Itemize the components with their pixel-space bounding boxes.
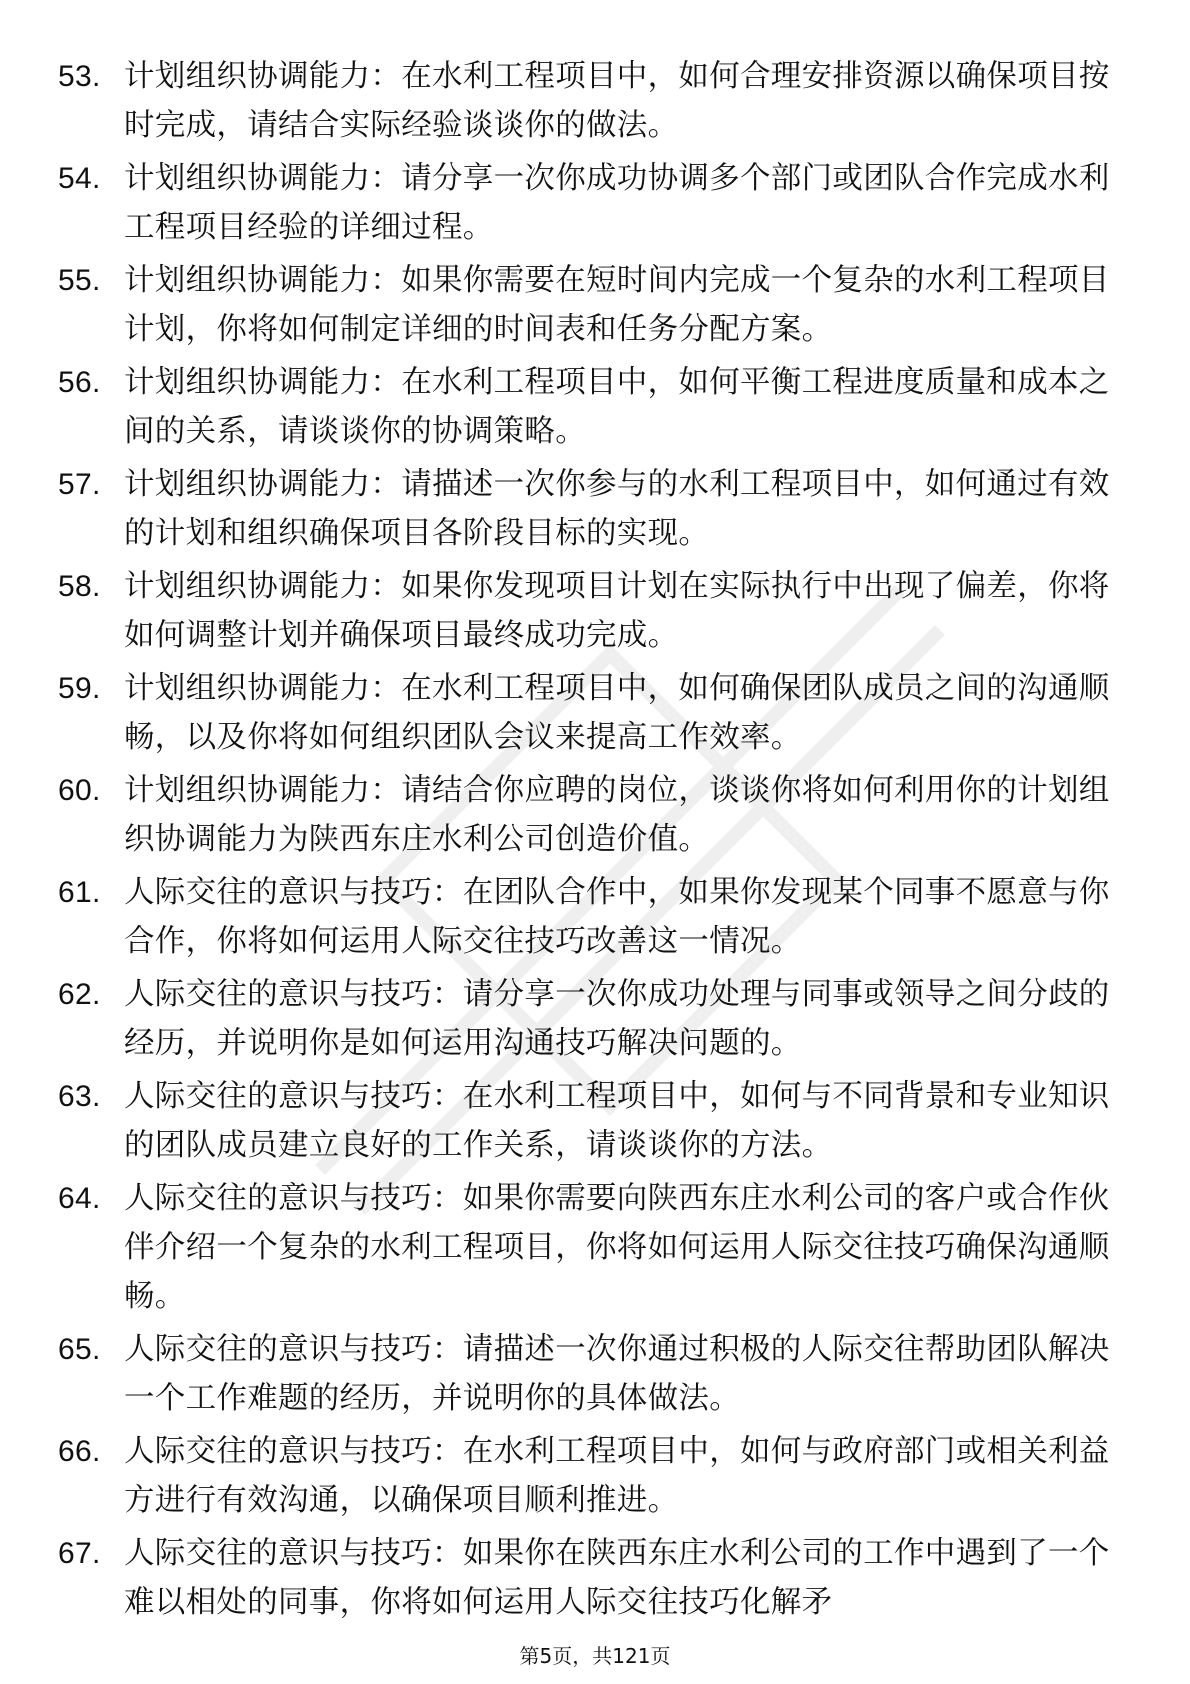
- question-item: [58, 562, 1118, 660]
- question-number: 66.: [58, 1435, 101, 1468]
- question-text: 人际交往的意识与技巧：如果你需要向陕西东庄水利公司的客户或合作伙伴介绍一个复杂的水利工程项目，你将如何运用人际交往技巧确保沟通顺畅。: [124, 1181, 1110, 1314]
- question-text: 计划组织协调能力：请描述一次你参与的水利工程项目中，如何通过有效的计划和组织确保项目各阶段目标的实现。: [124, 467, 1110, 551]
- question-text: 人际交往的意识与技巧：请分享一次你成功处理与同事或领导之间分歧的经历，并说明你是如何运用沟通技巧解决问题的。: [124, 977, 1110, 1061]
- question-list: [58, 52, 1118, 1631]
- question-text: 计划组织协调能力：在水利工程项目中，如何确保团队成员之间的沟通顺畅，以及你将如何组织团队会议来提高工作效率。: [124, 671, 1110, 755]
- question-text: 计划组织协调能力：在水利工程项目中，如何平衡工程进度质量和成本之间的关系，请谈谈你的协调策略。: [124, 365, 1110, 449]
- question-item: [58, 256, 1118, 354]
- question-item: [58, 970, 1118, 1068]
- question-item: [58, 766, 1118, 864]
- question-number: 55.: [58, 264, 101, 297]
- question-text: 人际交往的意识与技巧：请描述一次你通过积极的人际交往帮助团队解决一个工作难题的经历，并说明你的具体做法。: [124, 1332, 1110, 1416]
- question-number: 63.: [58, 1080, 101, 1113]
- question-text: 计划组织协调能力：如果你需要在短时间内完成一个复杂的水利工程项目计划，你将如何制定详细的时间表和任务分配方案。: [124, 263, 1110, 347]
- question-text: 人际交往的意识与技巧：如果你在陕西东庄水利公司的工作中遇到了一个难以相处的同事，你将如何运用人际交往技巧化解矛: [124, 1536, 1110, 1620]
- question-text: 计划组织协调能力：请分享一次你成功协调多个部门或团队合作完成水利工程项目经验的详细过程。: [124, 161, 1110, 245]
- question-item: [58, 52, 1118, 150]
- question-number: 57.: [58, 468, 101, 501]
- question-number: 62.: [58, 978, 101, 1011]
- question-number: 54.: [58, 162, 101, 195]
- question-item: [58, 154, 1118, 252]
- question-item: [58, 664, 1118, 762]
- question-number: 53.: [58, 60, 101, 93]
- question-number: 64.: [58, 1182, 101, 1215]
- question-text: 人际交往的意识与技巧：在团队合作中，如果你发现某个同事不愿意与你合作，你将如何运用人际交往技巧改善这一情况。: [124, 875, 1110, 959]
- question-text: 人际交往的意识与技巧：在水利工程项目中，如何与不同背景和专业知识的团队成员建立良好的工作关系，请谈谈你的方法。: [124, 1079, 1110, 1163]
- question-text: 计划组织协调能力：在水利工程项目中，如何合理安排资源以确保项目按时完成，请结合实际经验谈谈你的做法。: [124, 59, 1110, 143]
- question-text: 人际交往的意识与技巧：在水利工程项目中，如何与政府部门或相关利益方进行有效沟通，以确保项目顺利推进。: [124, 1434, 1110, 1518]
- question-item: [58, 1325, 1118, 1423]
- question-item: [58, 1072, 1118, 1170]
- question-number: 65.: [58, 1333, 101, 1366]
- question-number: 61.: [58, 876, 101, 909]
- question-number: 60.: [58, 774, 101, 807]
- page-footer: [0, 1643, 1190, 1669]
- page-number-label: 第5页，共121页: [519, 1644, 671, 1668]
- question-item: [58, 1529, 1118, 1627]
- question-number: 56.: [58, 366, 101, 399]
- question-item: [58, 1174, 1118, 1321]
- question-text: 计划组织协调能力：如果你发现项目计划在实际执行中出现了偏差，你将如何调整计划并确保项目最终成功完成。: [124, 569, 1110, 653]
- question-text: 计划组织协调能力：请结合你应聘的岗位，谈谈你将如何利用你的计划组织协调能力为陕西东庄水利公司创造价值。: [124, 773, 1110, 857]
- question-item: [58, 358, 1118, 456]
- question-item: [58, 460, 1118, 558]
- question-number: 59.: [58, 672, 101, 705]
- question-number: 58.: [58, 570, 101, 603]
- question-item: [58, 1427, 1118, 1525]
- question-item: [58, 868, 1118, 966]
- question-number: 67.: [58, 1537, 101, 1570]
